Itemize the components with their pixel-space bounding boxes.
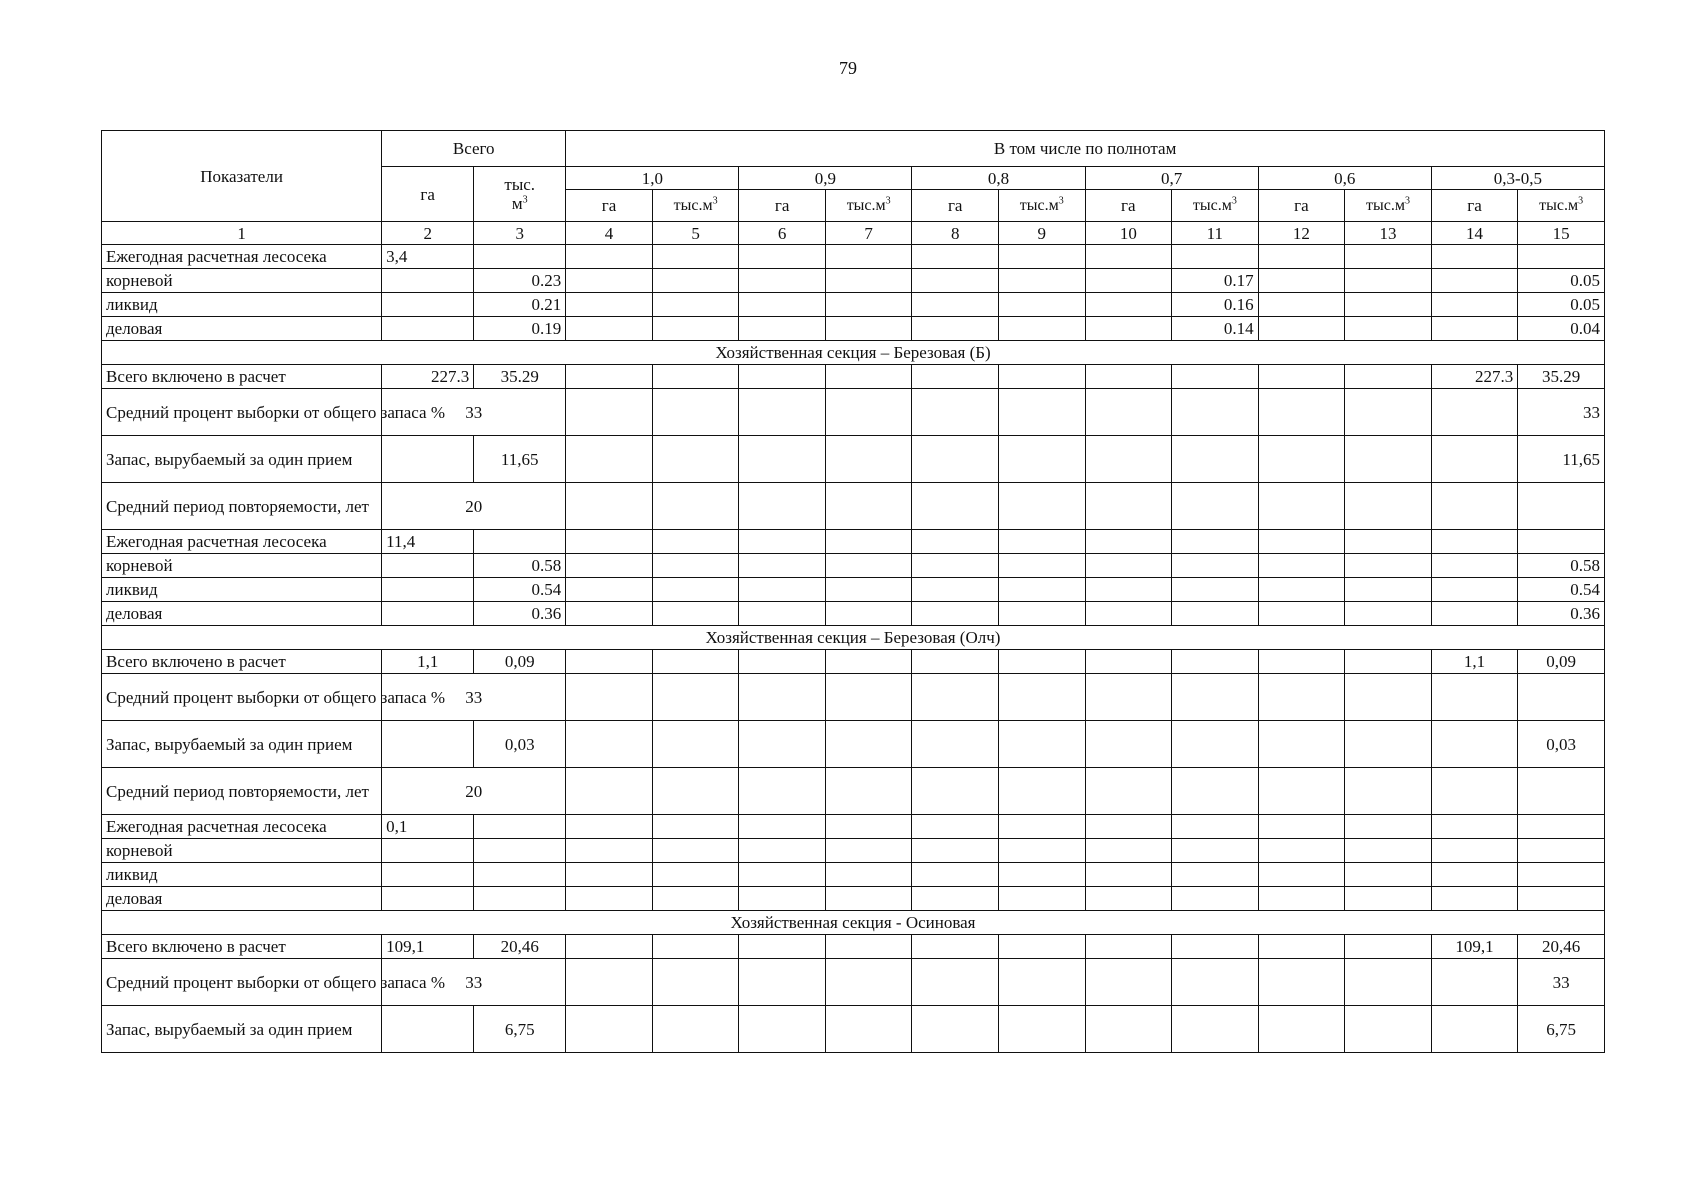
forest-cutting-table — [101, 130, 1605, 1053]
cell: 6,75 — [474, 1006, 566, 1053]
column-number: 4 — [566, 222, 653, 245]
cell: 0,09 — [1518, 650, 1605, 674]
header-unit-ha: га — [1085, 190, 1172, 222]
cell: 20,46 — [474, 935, 566, 959]
column-number: 2 — [382, 222, 474, 245]
cell: 33 — [1518, 959, 1605, 1006]
row-label: Запас, вырубаемый за один прием — [102, 721, 382, 768]
column-number: 13 — [1345, 222, 1432, 245]
cell: 20,46 — [1518, 935, 1605, 959]
cell: 33 — [382, 674, 566, 721]
header-unit-ha: га — [1431, 190, 1518, 222]
table-row — [102, 269, 1605, 293]
header-density-6: 0,3-0,5 — [1431, 167, 1604, 190]
table-row — [102, 578, 1605, 602]
table-row — [102, 530, 1605, 554]
table-row — [102, 245, 1605, 269]
row-label: Всего включено в расчет — [102, 935, 382, 959]
cell: 0.58 — [474, 554, 566, 578]
cell: 20 — [382, 483, 566, 530]
section-row — [102, 626, 1605, 650]
header-indicators: Показатели — [102, 131, 382, 222]
table-row — [102, 887, 1605, 911]
page-number: 79 — [839, 58, 857, 78]
row-label: ликвид — [102, 863, 382, 887]
row-label: корневой — [102, 839, 382, 863]
column-number: 14 — [1431, 222, 1518, 245]
table-row — [102, 721, 1605, 768]
row-label: Всего включено в расчет — [102, 650, 382, 674]
cell: 1,1 — [1431, 650, 1518, 674]
cell: 0.05 — [1518, 293, 1605, 317]
row-label: Средний процент выборки от общего запаса % — [102, 959, 382, 1006]
table-row — [102, 674, 1605, 721]
table-row — [102, 863, 1605, 887]
table-row — [102, 436, 1605, 483]
cell: 33 — [382, 959, 566, 1006]
header-unit-ha: га — [566, 190, 653, 222]
row-label: корневой — [102, 269, 382, 293]
row-label: Запас, вырубаемый за один прием — [102, 1006, 382, 1053]
row-label: Средний процент выборки от общего запаса % — [102, 389, 382, 436]
header-density-3: 0,8 — [912, 167, 1085, 190]
row-label: Средний период повторяемости, лет — [102, 768, 382, 815]
cell: 11,4 — [382, 530, 474, 554]
section-row — [102, 341, 1605, 365]
section-title: Хозяйственная секция – Березовая (Олч) — [102, 626, 1605, 650]
row-label: ликвид — [102, 293, 382, 317]
cell: 227.3 — [382, 365, 474, 389]
cell: 0.23 — [474, 269, 566, 293]
cell: 0.04 — [1518, 317, 1605, 341]
table-row — [102, 483, 1605, 530]
section-title: Хозяйственная секция – Березовая (Б) — [102, 341, 1605, 365]
column-number: 1 — [102, 222, 382, 245]
header-unit-ha: га — [912, 190, 999, 222]
table-row — [102, 768, 1605, 815]
column-number: 3 — [474, 222, 566, 245]
cell: 227.3 — [1431, 365, 1518, 389]
cell: 0.58 — [1518, 554, 1605, 578]
row-label: ликвид — [102, 578, 382, 602]
cell: 35.29 — [474, 365, 566, 389]
column-number-row — [102, 222, 1605, 245]
table-row — [102, 554, 1605, 578]
header-unit-m3: $тыс.м^3$ — [999, 190, 1086, 222]
header-unit-m3: $тыс.м^3$ — [1345, 190, 1432, 222]
row-label: деловая — [102, 887, 382, 911]
table-row — [102, 650, 1605, 674]
cell: 33 — [382, 389, 566, 436]
section-title: Хозяйственная секция - Осиновая — [102, 911, 1605, 935]
header-unit-m3: $тыс.м^3$ — [825, 190, 912, 222]
header-total-m3: тыс. $м^3$ — [474, 167, 566, 222]
section-row — [102, 911, 1605, 935]
cell: 33 — [1518, 389, 1605, 436]
cell: 0.16 — [1172, 293, 1259, 317]
cell: 0.36 — [474, 602, 566, 626]
cell: 20 — [382, 768, 566, 815]
table-row — [102, 935, 1605, 959]
column-number: 12 — [1258, 222, 1345, 245]
row-label: корневой — [102, 554, 382, 578]
header-unit-ha: га — [1258, 190, 1345, 222]
cell: 1,1 — [382, 650, 474, 674]
cell: 0.54 — [474, 578, 566, 602]
header-unit-m3: $тыс.м^3$ — [1172, 190, 1259, 222]
row-label: Всего включено в расчет — [102, 365, 382, 389]
header-total: Всего — [382, 131, 566, 167]
column-number: 11 — [1172, 222, 1259, 245]
row-label: Ежегодная расчетная лесосека — [102, 815, 382, 839]
row-label: деловая — [102, 317, 382, 341]
column-number: 5 — [652, 222, 739, 245]
cell: 3,4 — [382, 245, 474, 269]
table-row — [102, 815, 1605, 839]
cell: 0,09 — [474, 650, 566, 674]
table-row — [102, 959, 1605, 1006]
table-row — [102, 602, 1605, 626]
table-row — [102, 365, 1605, 389]
header-density-5: 0,6 — [1258, 167, 1431, 190]
header-density-2: 0,9 — [739, 167, 912, 190]
cell: 0.54 — [1518, 578, 1605, 602]
header-density-1: 1,0 — [566, 167, 739, 190]
cell: 0,03 — [474, 721, 566, 768]
cell: 0.14 — [1172, 317, 1259, 341]
row-label: Средний процент выборки от общего запаса % — [102, 674, 382, 721]
cell: 0.17 — [1172, 269, 1259, 293]
table-row — [102, 839, 1605, 863]
header-unit-m3: $тыс.м^3$ — [652, 190, 739, 222]
column-number: 7 — [825, 222, 912, 245]
table-row — [102, 293, 1605, 317]
column-number: 8 — [912, 222, 999, 245]
cell: 0,03 — [1518, 721, 1605, 768]
cell: 0.36 — [1518, 602, 1605, 626]
header-including: В том числе по полнотам — [566, 131, 1605, 167]
header-density-4: 0,7 — [1085, 167, 1258, 190]
column-number: 6 — [739, 222, 826, 245]
cell: 109,1 — [382, 935, 474, 959]
table-row — [102, 317, 1605, 341]
column-number: 15 — [1518, 222, 1605, 245]
row-label: Ежегодная расчетная лесосека — [102, 245, 382, 269]
cell: 109,1 — [1431, 935, 1518, 959]
cell: 6,75 — [1518, 1006, 1605, 1053]
cell: 35.29 — [1518, 365, 1605, 389]
row-label: Средний период повторяемости, лет — [102, 483, 382, 530]
row-label: Запас, вырубаемый за один прием — [102, 436, 382, 483]
cell: 0.05 — [1518, 269, 1605, 293]
cell: 0.21 — [474, 293, 566, 317]
header-unit-ha: га — [739, 190, 826, 222]
row-label: деловая — [102, 602, 382, 626]
column-number: 10 — [1085, 222, 1172, 245]
table-row — [102, 1006, 1605, 1053]
row-label: Ежегодная расчетная лесосека — [102, 530, 382, 554]
header-unit-m3: $тыс.м^3$ — [1518, 190, 1605, 222]
cell: 0.19 — [474, 317, 566, 341]
header-row-1 — [102, 131, 1605, 167]
column-number: 9 — [999, 222, 1086, 245]
cell: 11,65 — [474, 436, 566, 483]
cell: 0,1 — [382, 815, 474, 839]
table-row — [102, 389, 1605, 436]
header-total-ha: га — [382, 167, 474, 222]
cell: 11,65 — [1518, 436, 1605, 483]
